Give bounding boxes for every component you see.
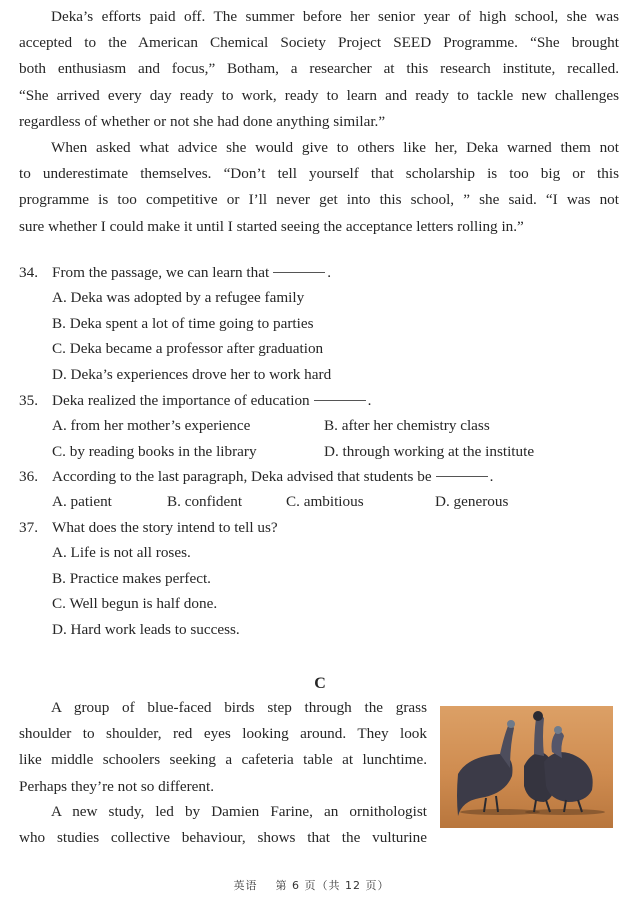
question-34	[19, 260, 619, 387]
text-line: When asked what advice she would give to others like her, Deka warned them not	[51, 139, 619, 156]
text-line: regardless of whether or not she had done anything similar.”	[19, 112, 386, 130]
option-d[interactable]: D. Hard work leads to success.	[52, 620, 240, 638]
option-a[interactable]: A. patient	[52, 493, 112, 511]
option-a[interactable]: A. Deka was adopted by a refugee family	[52, 289, 305, 307]
question-text: From the passage, we can learn that	[52, 264, 270, 281]
text-line: A group of blue-faced birds step through the grass	[51, 699, 427, 716]
passage-paragraph	[19, 695, 427, 800]
question-37	[19, 515, 619, 642]
question-stem	[19, 464, 619, 489]
footer-subject: 英语	[233, 879, 258, 892]
option-d[interactable]: D. through working at the institute	[324, 442, 535, 460]
text-line: who studies collective behaviour, shows that the vulturine	[19, 829, 427, 847]
option-b[interactable]: B. Practice makes perfect.	[52, 569, 211, 587]
text-line: both enthusiasm and focus,” Botham, a researcher at this research institute, recalled.	[19, 60, 619, 78]
text-line: to underestimate themselves. “Don’t tell yourself that scholarship is too big or this	[19, 165, 619, 183]
question-stem	[19, 515, 619, 540]
page-footer	[0, 877, 623, 893]
text-line: shoulder to shoulder, red eyes looking around. They look	[19, 725, 427, 743]
option-c[interactable]: C. by reading books in the library	[52, 442, 257, 460]
question-number: 35.	[19, 392, 38, 409]
option-a[interactable]: A. Life is not all roses.	[52, 544, 191, 562]
option-row	[19, 413, 619, 438]
option-a[interactable]: A. from her mother’s experience	[52, 417, 251, 435]
question-text: Deka realized the importance of education	[52, 392, 310, 409]
option-b[interactable]: B. after her chemistry class	[324, 417, 490, 435]
option-d[interactable]: D. Deka’s experiences drove her to work hard	[52, 365, 332, 383]
option-d[interactable]: D. generous	[435, 493, 509, 511]
text-line: sure whether I could make it until I started seeing the acceptance letters rolling in.”	[19, 217, 524, 235]
text-line: like middle schoolers seeking a cafeteria table at lunchtime.	[19, 751, 427, 769]
answer-blank	[436, 464, 488, 477]
question-number: 34.	[19, 264, 38, 281]
passage-paragraph	[19, 799, 427, 851]
question-number: 37.	[19, 519, 38, 536]
option-row	[19, 439, 619, 464]
question-text: According to the last paragraph, Deka advised that students be	[52, 468, 432, 485]
text-line: Deka’s efforts paid off. The summer before her senior year of high school, she was	[51, 8, 619, 25]
option-c[interactable]: C. Well begun is half done.	[52, 595, 218, 613]
text-line: “She arrived every day ready to work, ready to learn and ready to tackle new challenges	[19, 86, 619, 104]
section-title: C	[314, 675, 326, 692]
bird-photo	[440, 706, 613, 828]
question-stem	[19, 388, 619, 413]
stem-end: .	[327, 264, 331, 281]
passage-paragraph	[19, 4, 619, 135]
option-b[interactable]: B. Deka spent a lot of time going to parties	[52, 314, 314, 332]
question-36	[19, 464, 619, 515]
text-line: A new study, led by Damien Farine, an ornithologist	[51, 803, 427, 820]
option-b[interactable]: B. confident	[167, 493, 243, 511]
stem-end: .	[489, 468, 494, 485]
answer-blank	[273, 260, 325, 273]
option-c[interactable]: C. Deka became a professor after graduation	[52, 340, 324, 358]
stem-end: .	[367, 392, 372, 409]
text-line: accepted to the American Chemical Society Project SEED Programme. “She brought	[19, 34, 619, 52]
question-number: 36.	[19, 468, 38, 485]
option-row	[19, 489, 619, 514]
passage-paragraph	[19, 135, 619, 240]
question-stem	[19, 260, 619, 285]
question-text: What does the story intend to tell us?	[52, 519, 278, 536]
answer-blank	[314, 388, 366, 401]
footer-page-number: 第 6 页（共 12 页）	[275, 879, 390, 892]
question-35	[19, 388, 619, 464]
text-line: Perhaps they’re not so different.	[19, 777, 214, 795]
text-line: programme is too competitive or I’ll never get into this school, ” she said. “I was not	[19, 191, 619, 209]
guineafowl-image	[440, 706, 613, 828]
option-c[interactable]: C. ambitious	[286, 493, 364, 511]
